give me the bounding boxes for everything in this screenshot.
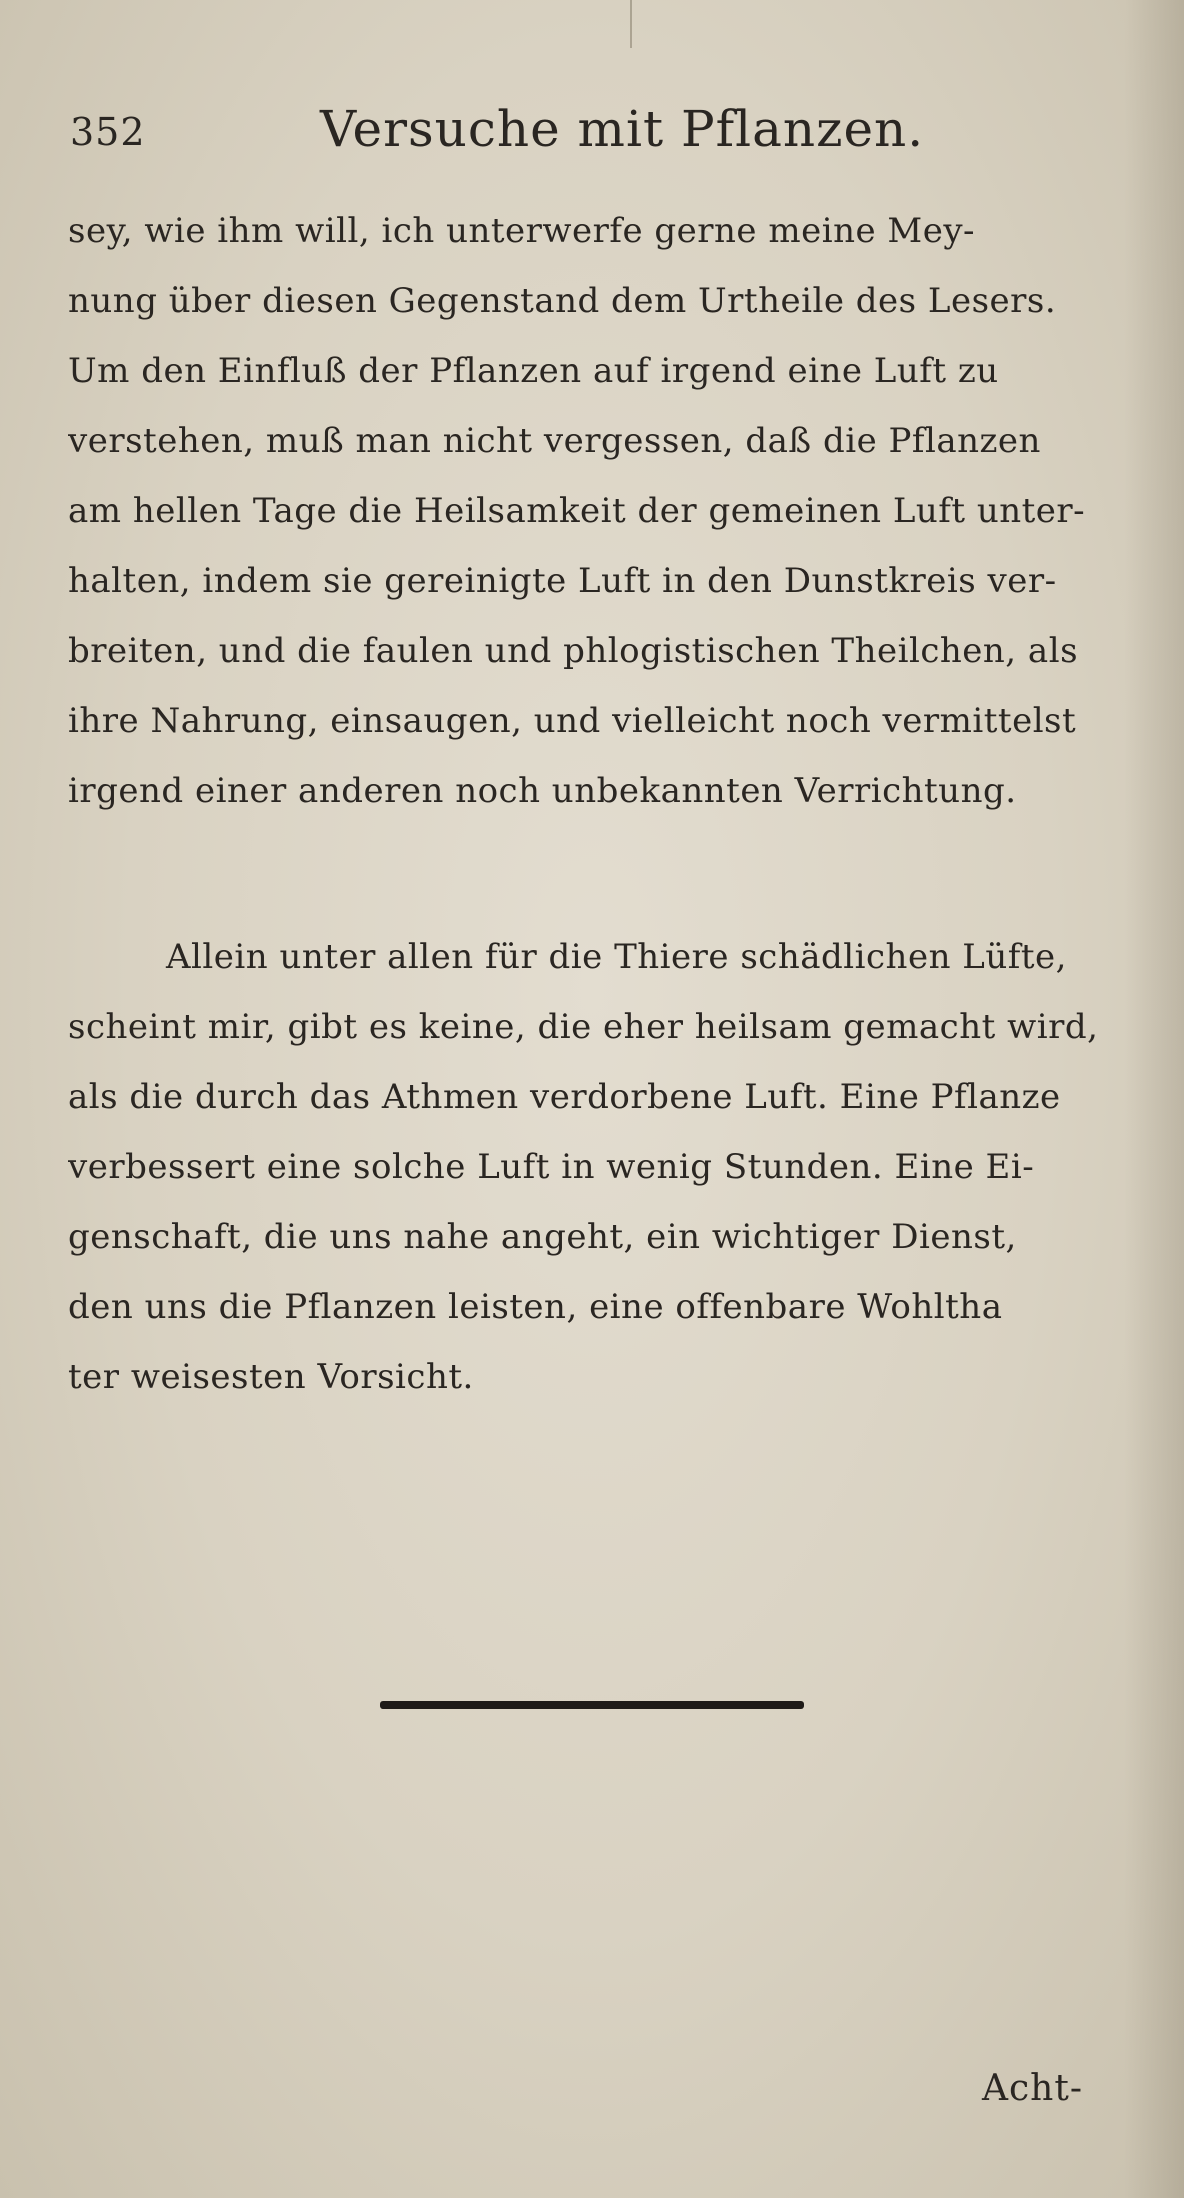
- text-line: sey, wie ihm will, ich unterwerfe gerne meine Mey-: [68, 211, 976, 251]
- text-line: Um den Einfluß der Pflanzen auf irgend eine Luft zu: [68, 351, 999, 391]
- text-line: irgend einer anderen noch unbekannten Verrichtung.: [68, 771, 1017, 811]
- text-line: scheint mir, gibt es keine, die eher heilsam gemacht wird,: [68, 1007, 1099, 1047]
- paragraph-2: [68, 922, 1148, 1412]
- text-line: verbessert eine solche Luft in wenig Stunden. Eine Ei-: [68, 1147, 1035, 1187]
- paragraph-1: [68, 196, 1148, 826]
- paper-mark: [630, 0, 632, 48]
- section-divider-rule: [380, 1701, 804, 1709]
- text-line: breiten, und die faulen und phlogistischen Theilchen, als: [68, 631, 1079, 671]
- text-line: verstehen, muß man nicht vergessen, daß die Pflanzen: [68, 421, 1041, 461]
- page-header: [70, 100, 1120, 170]
- text-line: ihre Nahrung, einsaugen, und vielleicht noch vermittelst: [68, 701, 1077, 741]
- text-line: halten, indem sie gereinigte Luft in den Dunstkreis ver-: [68, 561, 1057, 601]
- text-line: am hellen Tage die Heilsamkeit der gemeinen Luft unter-: [68, 491, 1086, 531]
- catchword: Acht-: [982, 2068, 1083, 2109]
- text-line: den uns die Pflanzen leisten, eine offenbare Wohltha: [68, 1287, 1003, 1327]
- text-line: ter weisesten Vorsicht.: [68, 1357, 474, 1397]
- text-line: als die durch das Athmen verdorbene Luft. Eine Pflanze: [68, 1077, 1061, 1117]
- text-line: nung über diesen Gegenstand dem Urtheile des Lesers.: [68, 281, 1057, 321]
- running-title: Versuche mit Pflanzen.: [320, 100, 925, 158]
- text-line: genschaft, die uns nahe angeht, ein wichtiger Dienst,: [68, 1217, 1017, 1257]
- page-number: 352: [70, 110, 146, 154]
- text-line: Allein unter allen für die Thiere schädlichen Lüfte,: [166, 937, 1067, 977]
